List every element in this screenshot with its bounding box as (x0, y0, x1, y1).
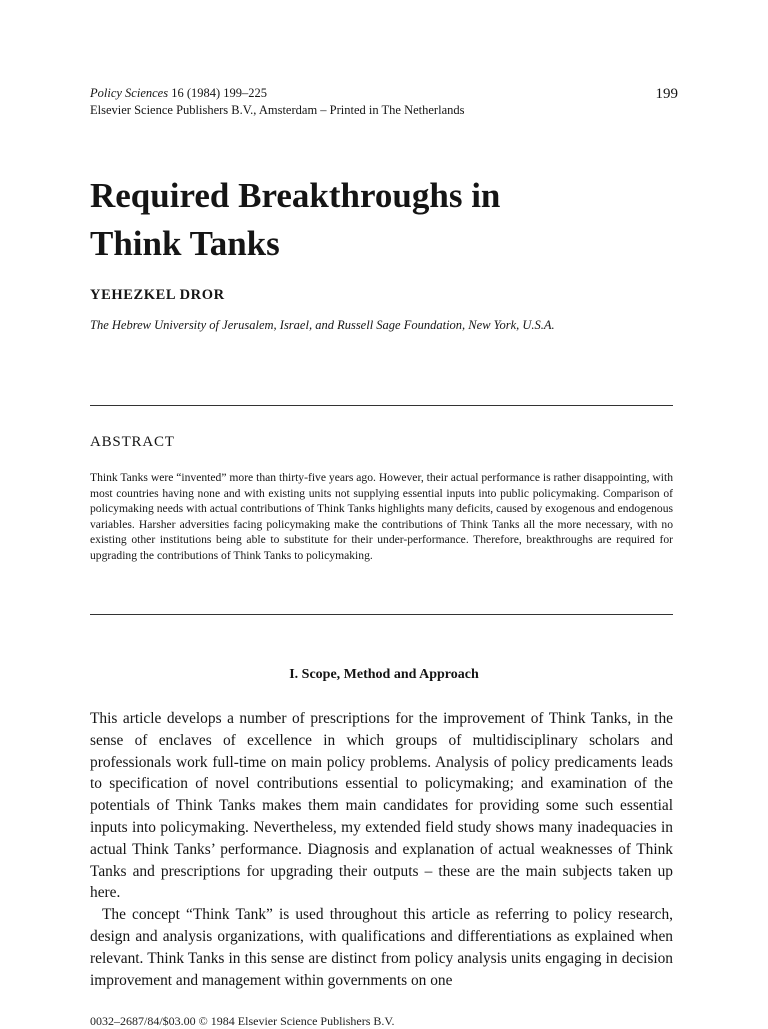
page-number: 199 (655, 86, 678, 102)
journal-citation (90, 85, 464, 102)
title-line-1: Required Breakthroughs in (90, 176, 501, 215)
abstract-top-divider (90, 405, 673, 406)
publisher-line: Elsevier Science Publishers B.V., Amsterdam – Printed in The Netherlands (90, 103, 465, 117)
journal-header (90, 85, 464, 119)
article-title (90, 172, 690, 268)
abstract-text: Think Tanks were “invented” more than thirty-five years ago. However, their actual performance is rather disappointing, with most countries having none and with existing units not supplying essential inputs into public policymaking. Comparison of policymaking needs with actual contributions of Think Tanks highlights many deficits, caused by exogenous and endogenous variables. Harsher adversities facing policymaking make the contributions of Think Tanks all the more necessary, with no existing other institutions being able to substitute for their under-performance. Therefore, breakthroughs are required for upgrading the contributions of Think Tanks to policymaking. (90, 471, 673, 562)
abstract-heading: ABSTRACT (90, 434, 175, 450)
body-paragraph: This article develops a number of prescriptions for the improvement of Think Tanks, in the sense of enclaves of excellence in which groups of multidisciplinary scholars and professionals work full-time on main policy problems. Analysis of policy predicaments leads to specification of novel contributions essential to policymaking; and examination of the potentials of Think Tanks makes them main candidates for providing some such essential inputs into policymaking. Nevertheless, my extended field study shows many inadequacies in actual Think Tanks’ performance. Diagnosis and explanation of actual weaknesses of Think Tanks and prescriptions for upgrading their outputs – these are the main subjects taken up here. (90, 710, 673, 902)
body-text (90, 708, 673, 991)
journal-volume-pages: 16 (1984) 199–225 (168, 86, 268, 100)
title-line-2: Think Tanks (90, 224, 280, 263)
section-heading: I. Scope, Method and Approach (289, 667, 479, 682)
journal-name: Policy Sciences (90, 86, 169, 100)
body-paragraph: The concept “Think Tank” is used throughout this article as referring to policy research, design and analysis organizations, with qualifications and differentiations as explained when relevant. Think Tanks in this sense are distinct from policy analysis units engaging in decision improvement and management within governments on one (90, 906, 673, 989)
abstract-bottom-divider (90, 614, 673, 615)
copyright-footer: 0032–2687/84/$03.00 © 1984 Elsevier Science Publishers B.V. (90, 1014, 395, 1028)
author-name: YEHEZKEL DROR (90, 287, 225, 303)
author-affiliation: The Hebrew University of Jerusalem, Israel, and Russell Sage Foundation, New York, U.S.A. (90, 318, 555, 332)
